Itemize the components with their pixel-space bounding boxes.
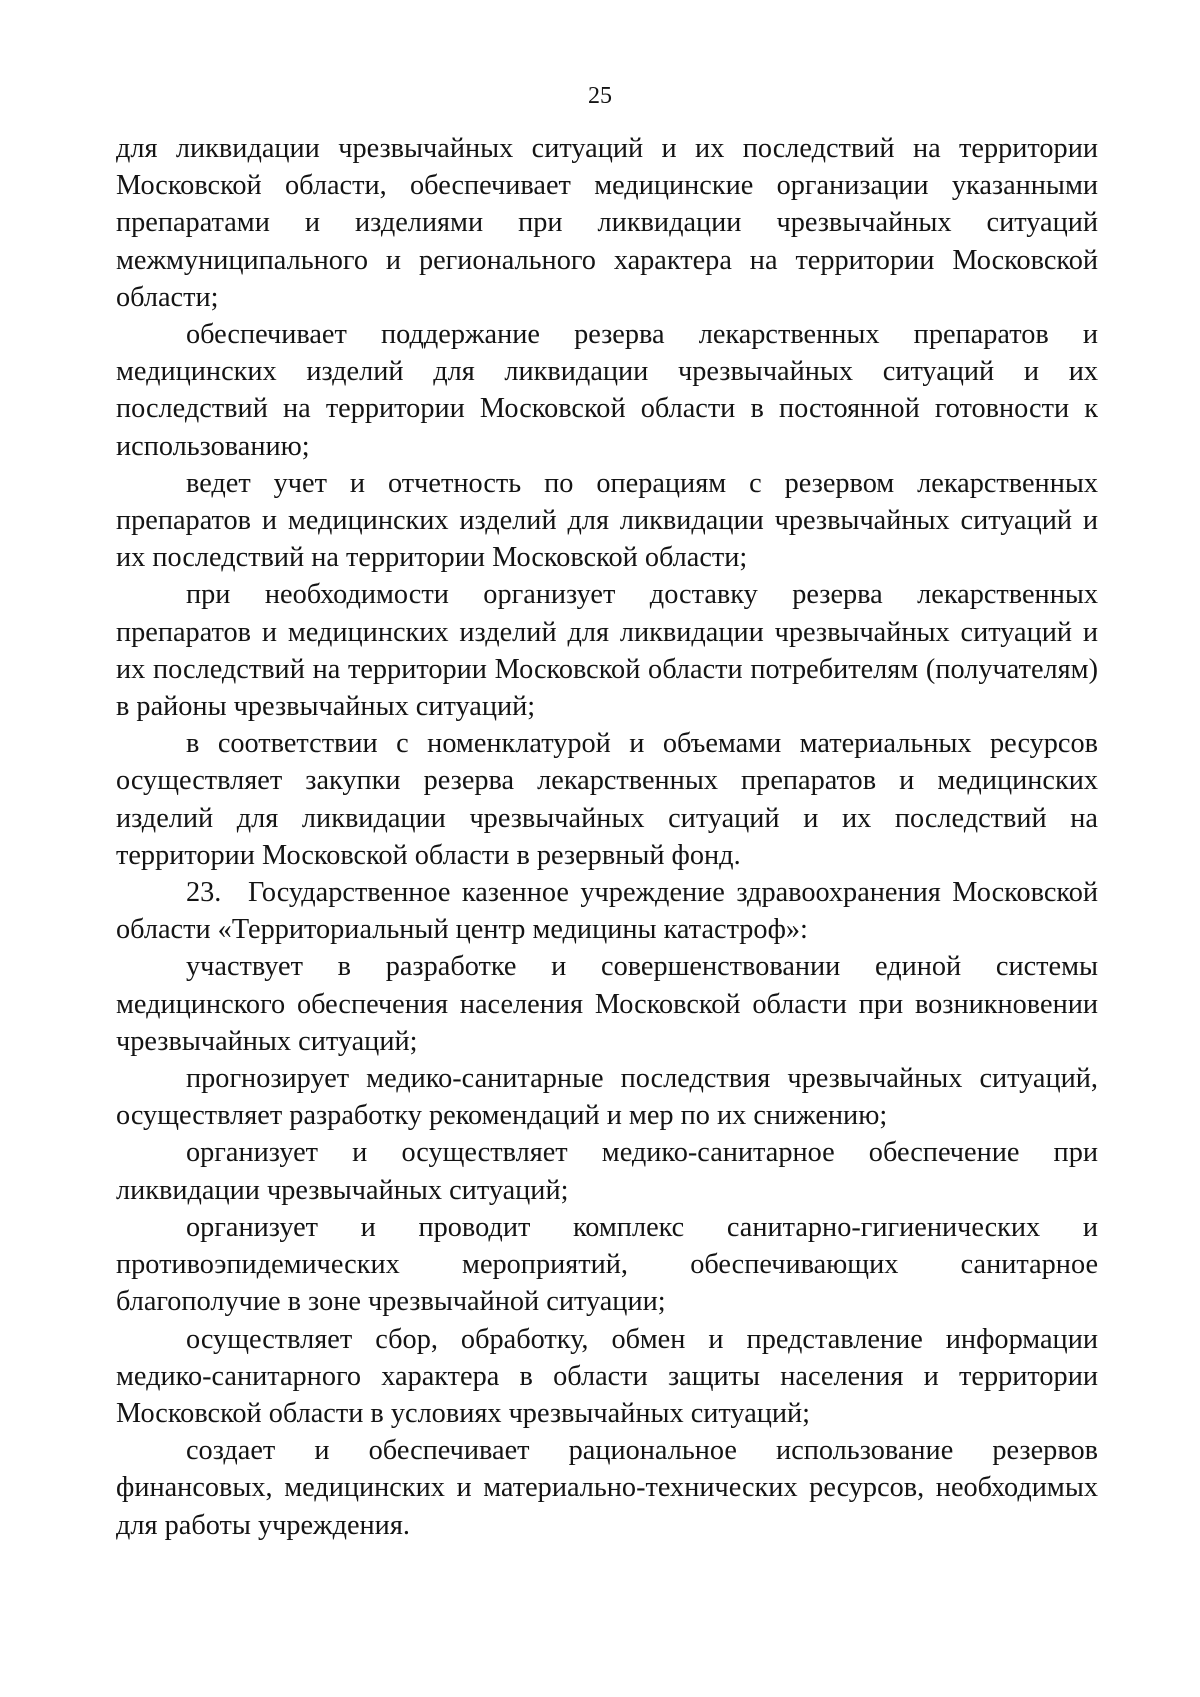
paragraph: осуществляет сбор, обработку, обмен и представление информации медико-санитарного характера в области защиты населения и территории Московской области в условиях чрезвычайных ситуаций; — [116, 1323, 1098, 1429]
paragraph: в соответствии с номенклатурой и объемами материальных ресурсов осуществляет закупки резерва лекарственных препаратов и медицинских изделий для ликвидации чрезвычайных ситуаций и их последствий на территории Московской области в резервный фонд. — [116, 728, 1098, 871]
paragraph: обеспечивает поддержание резерва лекарственных препаратов и медицинских изделий для ликвидации чрезвычайных ситуаций и их последствий на территории Московской области в постоянной готовности к использованию; — [116, 319, 1098, 462]
section-text: Государственное казенное учреждение здравоохранения Московской области «Территориальный центр медицины катастроф»: — [116, 877, 1098, 946]
paragraph: участвует в разработке и совершенствовании единой системы медицинского обеспечения населения Московской области при возникновении чрезвычайных ситуаций; — [116, 951, 1098, 1057]
paragraph: при необходимости организует доставку резерва лекарственных препаратов и медицинских изделий для ликвидации чрезвычайных ситуаций и их последствий на территории Московской области потребителям (получателям) в районы чрезвычайных ситуаций; — [116, 579, 1098, 723]
paragraph: организует и осуществляет медико-санитарное обеспечение при ликвидации чрезвычайных ситуаций; — [116, 1137, 1098, 1206]
paragraph: ведет учет и отчетность по операциям с резервом лекарственных препаратов и медицинских изделий для ликвидации чрезвычайных ситуаций и их последствий на территории Московской области; — [116, 467, 1098, 574]
paragraph-continuation: для ликвидации чрезвычайных ситуаций и их последствий на территории Московской области, обеспечивает медицинские организации указанными препаратами и изделиями при ликвидации чрезвычайных ситуаций межмуниципального и регионального характера на территории Московской области; — [116, 133, 1098, 313]
paragraph: организует и проводит комплекс санитарно-гигиенических и противоэпидемических мероприятий, обеспечивающих санитарное благополучие в зоне чрезвычайной ситуации; — [116, 1211, 1098, 1318]
page-number: 25 — [588, 83, 612, 109]
section-heading — [116, 874, 1098, 948]
document-body — [116, 130, 1098, 1544]
paragraph: создает и обеспечивает рациональное использование резервов финансовых, медицинских и материально-технических ресурсов, необходимых для работы учреждения. — [116, 1435, 1098, 1541]
section-number: 23. — [186, 877, 222, 909]
paragraph: прогнозирует медико-санитарные последствия чрезвычайных ситуаций, осуществляет разработку рекомендаций и мер по их снижению; — [116, 1063, 1098, 1132]
